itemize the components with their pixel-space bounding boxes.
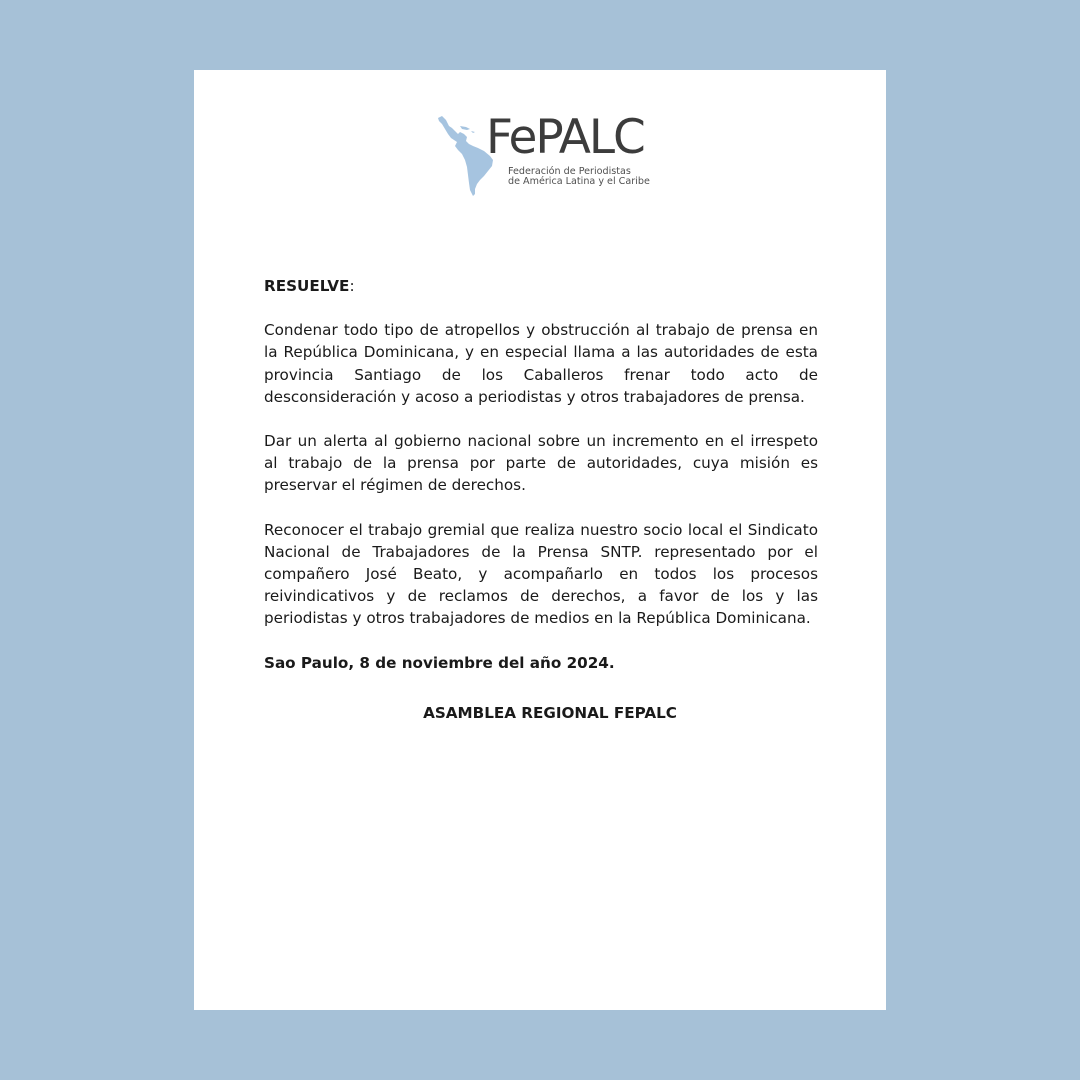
- heading-line: [264, 275, 818, 297]
- logo-subtitle: [508, 167, 650, 187]
- date-line: Sao Paulo, 8 de noviembre del año 2024.: [264, 653, 615, 672]
- logo-subtitle-line-1: Federación de Periodistas: [508, 166, 631, 177]
- paragraph-alerta: Dar un alerta al gobierno nacional sobre un incremento en el irrespeto al trabajo de la prensa por parte de autoridades, cuya misión es preservar el régimen de derechos.: [264, 432, 818, 495]
- paragraph-reconocer: Reconocer el trabajo gremial que realiza nuestro socio local el Sindicato Nacional de Trabajadores de la Prensa SNTP. representado por el compañero José Beato, y acompañarlo en todos los procesos reivindicativos y de reclamos de derechos, a favor de los y las periodistas y otros trabajadores de medios en la República Dominicana.: [264, 520, 818, 628]
- heading-colon: :: [349, 277, 355, 295]
- logo-subtitle-line-2: de América Latina y el Caribe: [508, 176, 650, 187]
- heading: RESUELVE: [264, 277, 350, 295]
- document-page: [194, 70, 886, 1010]
- paragraph-condenar: Condenar todo tipo de atropellos y obstrucción al trabajo de prensa en la República Dominicana, y en especial llama a las autoridades de esta provincia Santiago de los Caballeros frenar todo acto de desconsideración y acoso a periodistas y otros trabajadores de prensa.: [264, 321, 818, 406]
- document-body: [264, 275, 818, 746]
- fepalc-logo: [436, 110, 650, 198]
- logo-wordmark: FePALC: [486, 110, 644, 165]
- signature: ASAMBLEA REGIONAL FEPALC: [423, 703, 677, 722]
